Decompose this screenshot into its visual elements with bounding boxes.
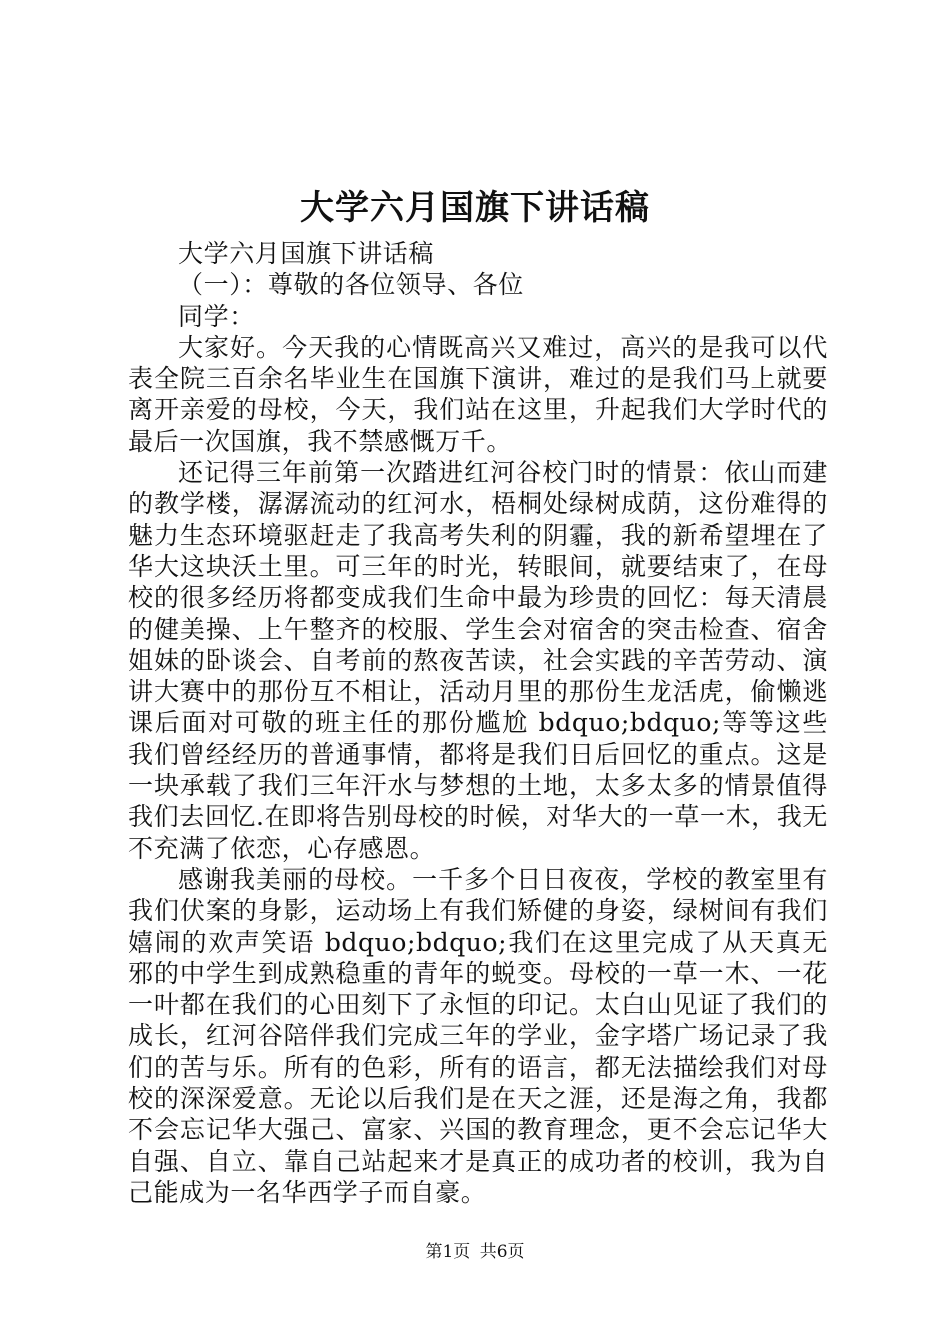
paragraph-gratitude: 感谢我美丽的母校。一千多个日日夜夜，学校的教室里有我们伏案的身影，运动场上有我们矫健的身姿，绿树间有我们嬉闹的欢声笑语 bdquo;bdquo;我们在这里完成了从天真无邪的中学生到成熟稳重的青年的蜕变。母校的一草一木、一花一叶都在我们的心田刻下了永恒的印记。太白山见证了我们的成长，红河谷陪伴我们完成三年的学业，金字塔广场记录了我们的苦与乐。所有的色彩，所有的语言，都无法描绘我们对母校的深深爱意。无论以后我们是在天之涯，还是海之角，我都不会忘记华大强己、富家、兴国的教育理念，更不会忘记华大自强、自立、靠自己站起来才是真正的成功者的校训，我为自己能成为一名华西学子而自豪。	[128, 864, 828, 1207]
page-footer	[0, 1240, 950, 1264]
paragraph-salutation-2: 同学：	[178, 301, 255, 331]
paragraph-memories: 还记得三年前第一次踏进红河谷校门时的情景：依山而建的教学楼，潺潺流动的红河水，梧桐处绿树成荫，这份难得的魅力生态环境驱赶走了我高考失利的阴霾，我的新希望埋在了华大这块沃土里。可三年的时光，转眼间，就要结束了，在母校的很多经历将都变成我们生命中最为珍贵的回忆：每天清晨的健美操、上午整齐的校服、学生会对宿舍的突击检查、宿舍姐妹的卧谈会、自考前的熬夜苦读，社会实践的辛苦劳动、演讲大赛中的那份互不相让，活动月里的那份生龙活虎，偷懒逃课后面对可敬的班主任的那份尴尬 bdquo;bdquo;等等这些我们曾经经历的普通事情，都将是我们日后回忆的重点。这是一块承载了我们三年汗水与梦想的土地，太多太多的情景值得我们去回忆.在即将告别母校的时候，对华大的一草一木，我无不充满了依恋，心存感恩。	[128, 458, 828, 863]
paragraph-greeting: 大家好。今天我的心情既高兴又难过，高兴的是我可以代表全院三百余名毕业生在国旗下演讲，难过的是我们马上就要离开亲爱的母校，今天，我们站在这里，升起我们大学时代的最后一次国旗，我不禁感慨万千。	[128, 332, 828, 456]
document-body	[128, 238, 828, 1208]
page-total: 共6页	[479, 1242, 525, 1262]
paragraph-salutation-1: （一）：尊敬的各位领导、各位	[178, 270, 524, 300]
paragraph-subtitle: 大学六月国旗下讲话稿	[178, 239, 435, 268]
page-number: 第1页	[425, 1242, 471, 1262]
document-title: 大学六月国旗下讲话稿	[300, 188, 650, 228]
